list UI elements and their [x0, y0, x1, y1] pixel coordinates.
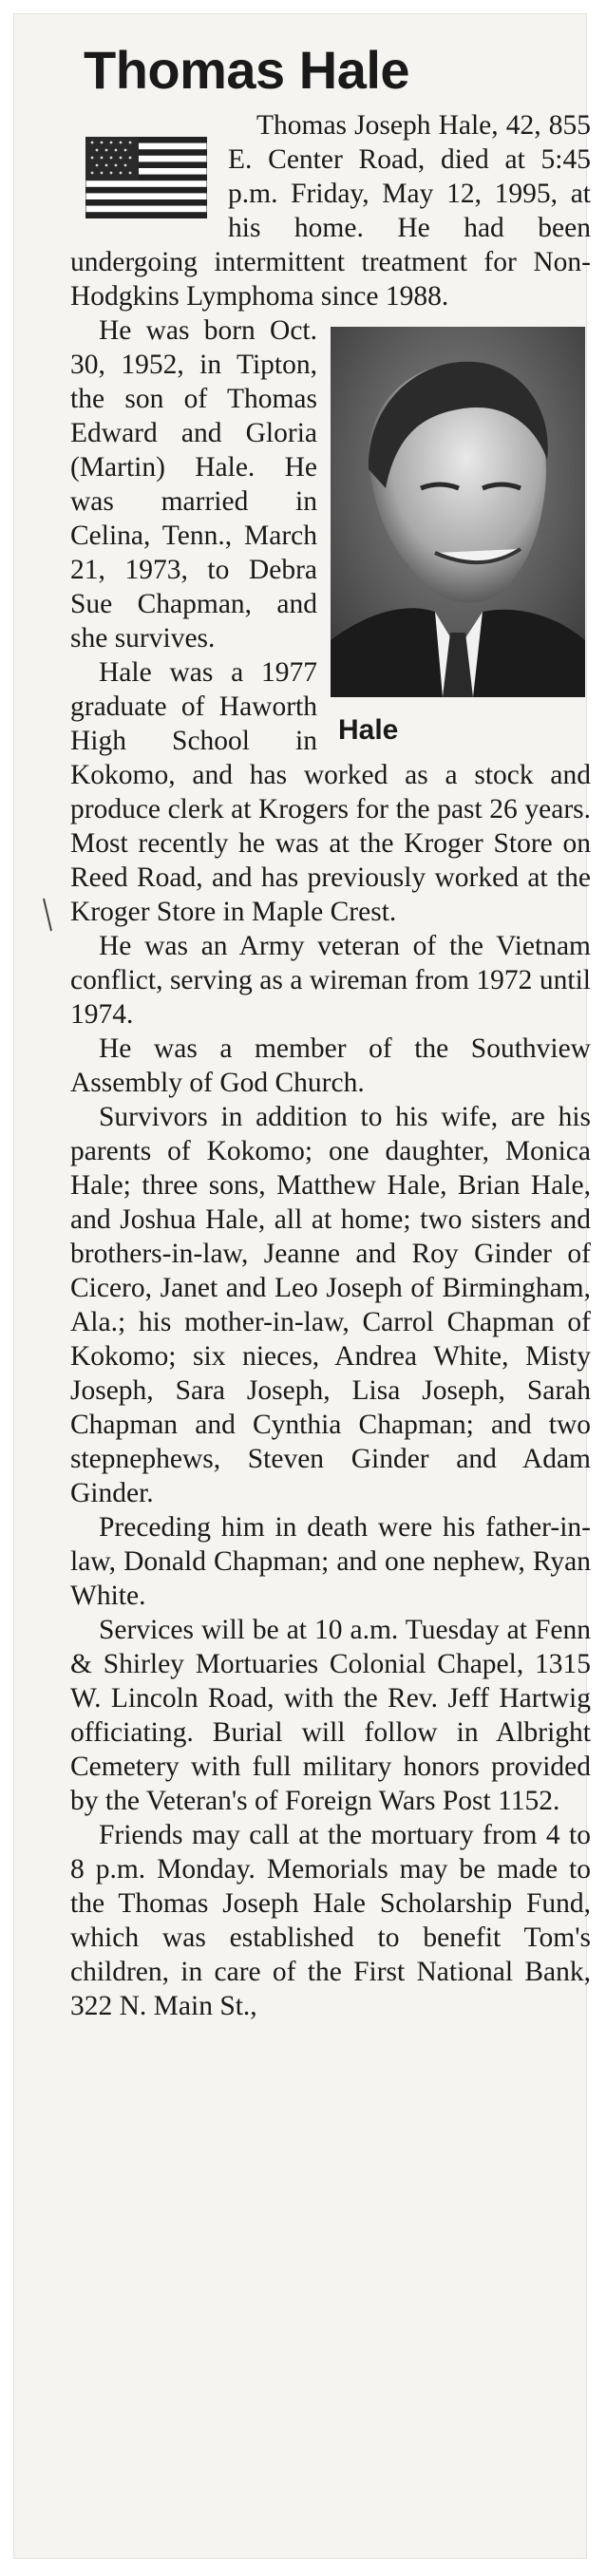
us-flag-icon — [85, 137, 207, 218]
paragraph-7: Preceding him in death were his father-in-law, Donald Chapman; and one nephew, Ryan White. — [70, 1512, 591, 1611]
newspaper-clipping — [13, 13, 591, 2559]
paragraph-2: He was born Oct. 30, 1952, in Tipton, the son of Thomas Edward and Gloria (Martin) Hale. He was married in Celina, Tenn., March 21, 1973, to Debra Sue Chapman, and she survives. — [70, 315, 317, 653]
paragraph-1 — [70, 108, 591, 313]
paragraph-5: He was a member of the Southview Assembly of God Church. — [70, 1033, 591, 1098]
paragraph-8: Services will be at 10 a.m. Tuesday at Fenn & Shirley Mortuaries Colonial Chapel, 1315 W. Lincoln Road, with the Rev. Jeff Hartwig officiating. Burial will follow in Albright Cemetery with full military honors provided by the Veteran's of Foreign Wars Post 1152. — [70, 1615, 591, 1816]
portrait-photo — [331, 327, 585, 697]
photo-caption: Hale — [338, 714, 399, 746]
paragraph-9: Friends may call at the mortuary from 4 to 8 p.m. Monday. Memorials may be made to the Thomas Joseph Hale Scholarship Fund, which was established to benefit Tom's children, in care of the First National Bank, 322 N. Main St., — [70, 1820, 591, 2021]
paragraph-4: He was an Army veteran of the Vietnam conflict, serving as a wireman from 1972 until 1974. — [70, 931, 591, 1030]
obituary-column — [70, 38, 591, 2023]
headline: Thomas Hale — [84, 40, 410, 100]
stray-ink-mark — [42, 897, 55, 935]
paragraph-6: Survivors in addition to his wife, are his parents of Kokomo; one daughter, Monica Hale; three sons, Matthew Hale, Brian Hale, and Joshua Hale, all at home; two sisters and brothers-in-law, Jeanne and Roy Ginder of Cicero, Janet and Leo Joseph of Birmingham, Ala.; his mother-in-law, Carrol Chapman of Kokomo; six nieces, Andrea White, Misty Joseph, Sara Joseph, Lisa Joseph, Sarah Chapman and Cynthia Chapman; and two stepnephews, Steven Ginder and Adam Ginder. — [70, 1102, 591, 1508]
portrait-block — [331, 327, 585, 748]
paragraph-3: Hale was a 1977 graduate of Haworth High School in Kokomo, and has worked as a stock and produce clerk at Krogers for the past 26 years. Most recently he was at the Kroger Store on Reed Road, and has previously worked at the Kroger Store in Maple Crest. — [70, 657, 591, 927]
paragraph-1-text: Thomas Joseph Hale, 42, 855 E. Center Road, died at 5:45 p.m. Friday, May 12, 1995, at his home. He had been undergoing intermittent treatment for Non-Hodgkins Lymphoma since 1988. — [70, 110, 591, 312]
